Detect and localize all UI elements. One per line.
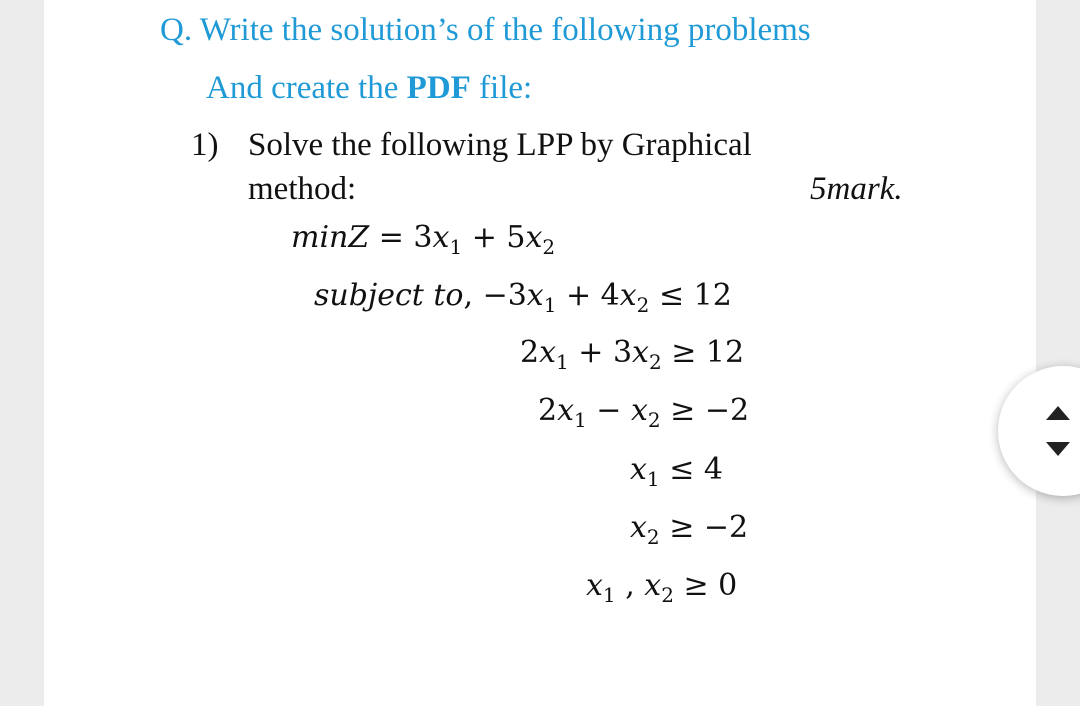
constraint-6: $x_1$ , $x_2 \ge 0$ xyxy=(586,568,738,607)
objective-function: $\min Z = 3x_1 + 5x_2$ xyxy=(291,220,556,259)
up-arrow-icon[interactable] xyxy=(1046,406,1070,420)
constraint-5: $x_2 \ge -2$ xyxy=(630,510,749,549)
question-heading: Q. Write the solution’s of the following problems xyxy=(160,12,811,48)
problem-statement-line2: method: xyxy=(248,171,357,207)
problem-statement-line1: Solve the following LPP by Graphical xyxy=(248,127,752,163)
problem-number: 1) xyxy=(191,127,219,163)
constraint-1: subject to, $-3x_1 + 4x_2 \le 12$ xyxy=(314,278,732,317)
pdf-instruction-post: file: xyxy=(470,70,533,106)
constraint-4: $x_1 \le 4$ xyxy=(630,452,723,491)
pdf-instruction xyxy=(206,70,532,107)
marks-label: 5mark. xyxy=(810,171,903,207)
constraint-3: $2x_1 - x_2 \ge -2$ xyxy=(538,393,750,432)
pdf-instruction-pre: And create the xyxy=(206,70,407,106)
constraint-2: $2x_1 + 3x_2 \ge 12$ xyxy=(520,335,745,374)
document-page xyxy=(44,0,1036,706)
down-arrow-icon[interactable] xyxy=(1046,442,1070,456)
pdf-label: PDF xyxy=(406,70,471,106)
